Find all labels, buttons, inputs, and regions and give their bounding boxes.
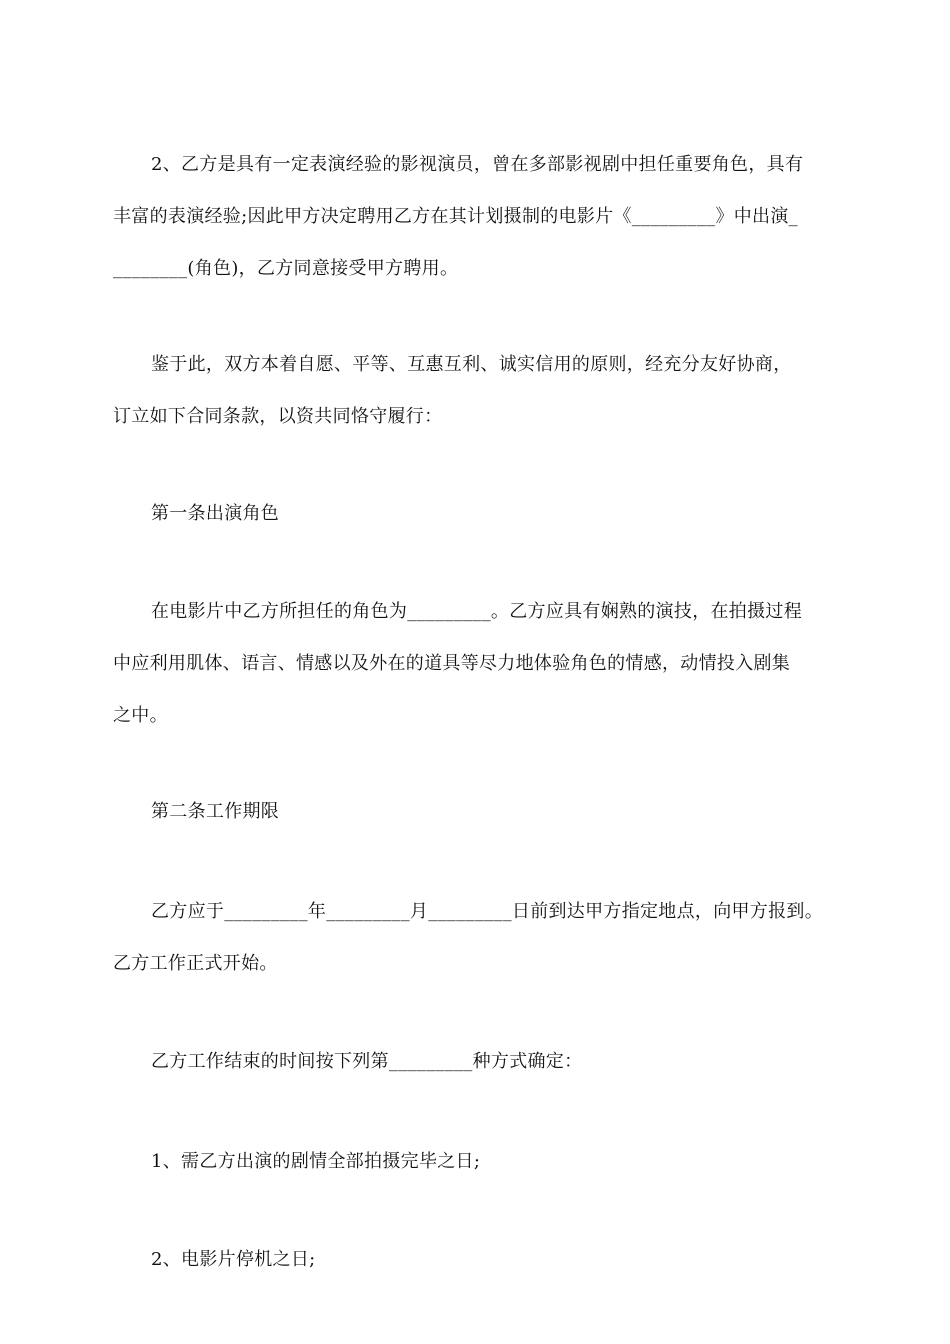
article1-line-2: 中应利用肌体、语言、情感以及外在的道具等尽力地体验角色的情感，动情投入剧集: [113, 653, 791, 674]
article2-report-line-2: 乙方工作正式开始。: [113, 953, 278, 974]
intro-line-2: 丰富的表演经验;因此甲方决定聘用乙方在其计划摄制的电影片《_________》中出演_: [113, 206, 798, 227]
intro-line-1: 2、乙方是具有一定表演经验的影视演员，曾在多部影视剧中担任重要角色，具有: [151, 154, 804, 175]
article2-option-1: 1、需乙方出演的剧情全部拍摄完毕之日;: [151, 1151, 481, 1172]
article1-heading: 第一条出演角色: [151, 503, 280, 524]
article2-option-2: 2、电影片停机之日;: [151, 1249, 316, 1270]
whereas-line-2: 订立如下合同条款，以资共同恪守履行：: [113, 406, 443, 427]
article2-end-method: 乙方工作结束的时间按下列第_________种方式确定：: [151, 1051, 583, 1072]
article2-heading: 第二条工作期限: [151, 801, 280, 822]
whereas-line-1: 鉴于此，双方本着自愿、平等、互惠互利、诚实信用的原则，经充分友好协商，: [151, 354, 792, 375]
article2-report-line-1: 乙方应于_________年_________月_________日前到达甲方指定地点，向甲方报到。: [151, 901, 823, 922]
article1-line-1: 在电影片中乙方所担任的角色为_________。乙方应具有娴熟的演技，在拍摄过程: [151, 601, 802, 622]
article1-line-3: 之中。: [113, 705, 168, 726]
intro-line-3: ________(角色)，乙方同意接受甲方聘用。: [113, 258, 459, 279]
